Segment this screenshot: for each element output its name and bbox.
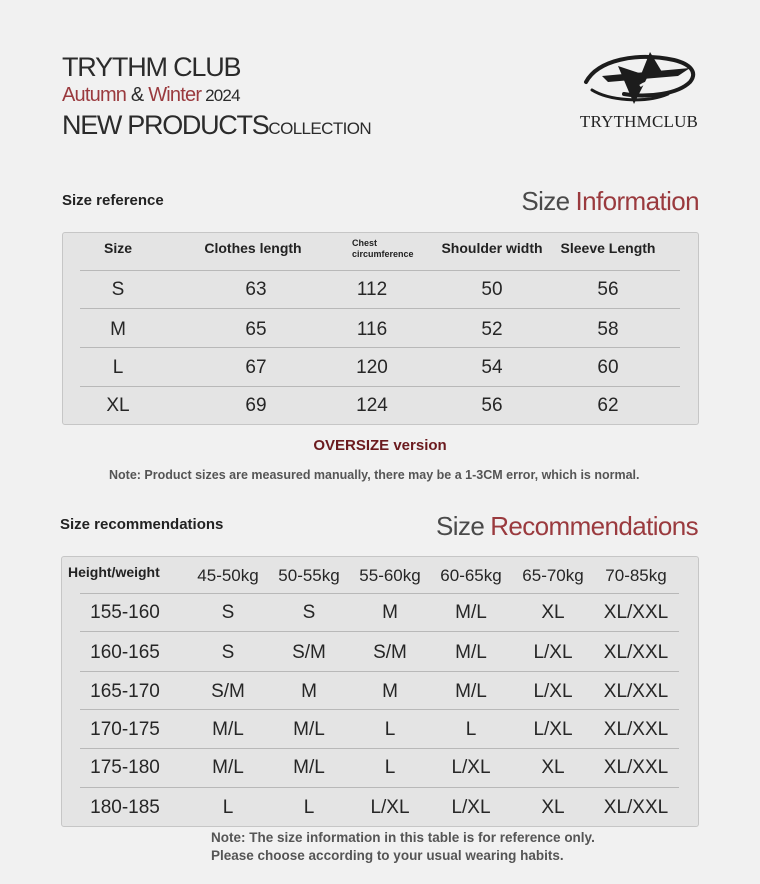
season-autumn: Autumn — [62, 84, 127, 106]
rec-size-cell: L/XL — [533, 719, 573, 740]
height-cell: 160-165 — [90, 642, 160, 663]
rec-size-cell: S — [221, 642, 235, 663]
season-line — [62, 82, 371, 109]
size-reference-label: Size reference — [62, 192, 164, 209]
rec-size-cell: L — [384, 719, 396, 740]
heading-information-word: Information — [575, 186, 699, 216]
logo-wordmark: TRYTHMCLUB — [579, 112, 699, 131]
value-cell: 54 — [481, 357, 503, 378]
season-winter: Winter — [148, 84, 202, 106]
weight-header: 55-60kg — [359, 566, 421, 585]
measurement-note: Note: Product sizes are measured manually, there may be a 1-3CM error, which is normal. — [109, 468, 640, 482]
value-cell: 60 — [597, 357, 619, 378]
collection-big: NEW PRODUCTS — [62, 110, 269, 140]
heading-recommendations-word: Recommendations — [490, 511, 698, 541]
value-cell: 58 — [597, 319, 619, 340]
rec-size-cell: L/XL — [533, 642, 573, 663]
rec-size-cell: M/L — [455, 602, 487, 623]
rec-size-cell: XL/XXL — [603, 757, 669, 778]
value-cell: 124 — [356, 395, 388, 416]
size-cell: L — [112, 357, 124, 378]
value-cell: 112 — [356, 279, 388, 300]
row-divider — [80, 593, 679, 594]
weight-header: 50-55kg — [278, 566, 340, 585]
rec-size-cell: L — [222, 797, 234, 818]
size-cell: S — [111, 279, 125, 300]
rec-size-cell: L — [303, 797, 315, 818]
season-amp: & — [126, 84, 149, 106]
row-divider — [80, 787, 679, 788]
rec-size-cell: XL/XXL — [603, 642, 669, 663]
rec-size-cell: M — [301, 681, 317, 702]
recommendation-note — [211, 829, 595, 865]
height-cell: 170-175 — [90, 719, 160, 740]
rec-size-cell: M — [382, 602, 398, 623]
rec-size-cell: XL — [541, 602, 565, 623]
heading-size-word: Size — [436, 511, 485, 541]
col-header-clothes-length: Clothes length — [204, 240, 302, 256]
rec-size-cell: S/M — [292, 642, 326, 663]
col-header-chest — [352, 238, 414, 260]
height-cell: 175-180 — [90, 757, 160, 778]
weight-header: 45-50kg — [197, 566, 259, 585]
size-info-table — [62, 232, 699, 425]
oversize-version-label: OVERSIZE version — [313, 437, 447, 454]
brand-header — [62, 52, 371, 146]
row-divider — [80, 631, 679, 632]
weight-header: 60-65kg — [440, 566, 502, 585]
heading-size-word: Size — [521, 186, 570, 216]
rec-size-cell: XL — [541, 797, 565, 818]
value-cell: 56 — [481, 395, 503, 416]
rec-size-cell: L/XL — [370, 797, 410, 818]
chest-header-line1: Chest — [352, 238, 378, 248]
value-cell: 69 — [245, 395, 267, 416]
brand-title: TRYTHM CLUB — [62, 52, 241, 82]
rec-size-cell: S — [221, 602, 235, 623]
collection-line — [62, 109, 371, 146]
rec-size-cell: L/XL — [533, 681, 573, 702]
brand-emblem-icon — [578, 46, 702, 110]
col-header-sleeve-length: Sleeve Length — [560, 240, 656, 256]
rec-size-cell: M/L — [212, 719, 244, 740]
rec-size-cell: L/XL — [451, 757, 491, 778]
rec-size-cell: M/L — [455, 681, 487, 702]
rec-size-cell: M — [382, 681, 398, 702]
weight-header: 65-70kg — [522, 566, 584, 585]
row-divider — [80, 748, 679, 749]
height-weight-header: Height/weight — [68, 564, 160, 580]
rec-size-cell: S/M — [373, 642, 407, 663]
row-divider — [80, 308, 680, 309]
value-cell: 65 — [245, 319, 267, 340]
size-recommendations-label: Size recommendations — [60, 516, 224, 533]
season-year: 2024 — [201, 86, 240, 105]
row-divider — [80, 386, 680, 387]
rec-size-cell: M/L — [293, 719, 325, 740]
value-cell: 63 — [245, 279, 267, 300]
rec-size-cell: S/M — [211, 681, 245, 702]
rec-size-cell: M/L — [293, 757, 325, 778]
height-cell: 155-160 — [90, 602, 160, 623]
rec-size-cell: L — [465, 719, 477, 740]
row-divider — [80, 709, 679, 710]
row-divider — [80, 671, 679, 672]
chest-header-line2: circumference — [352, 249, 414, 259]
size-cell: XL — [106, 395, 130, 416]
rec-size-cell: XL/XXL — [603, 797, 669, 818]
row-divider — [80, 270, 680, 271]
rec-size-cell: XL — [541, 757, 565, 778]
rec-size-cell: XL/XXL — [603, 719, 669, 740]
size-rec-table — [61, 556, 699, 827]
recommendation-note-line1: Note: The size information in this table is for reference only. — [211, 830, 595, 845]
recommendation-note-line2: Please choose according to your usual wearing habits. — [211, 848, 564, 863]
value-cell: 67 — [245, 357, 267, 378]
height-cell: 165-170 — [90, 681, 160, 702]
collection-small: COLLECTION — [268, 119, 372, 138]
value-cell: 120 — [356, 357, 388, 378]
rec-size-cell: M/L — [455, 642, 487, 663]
rec-size-cell: XL/XXL — [603, 681, 669, 702]
value-cell: 52 — [481, 319, 503, 340]
rec-size-cell: L/XL — [451, 797, 491, 818]
value-cell: 116 — [356, 319, 388, 340]
rec-size-cell: XL/XXL — [603, 602, 669, 623]
brand-logo — [572, 46, 706, 138]
size-information-heading — [521, 186, 699, 217]
value-cell: 50 — [481, 279, 503, 300]
size-cell: M — [110, 319, 126, 340]
height-cell: 180-185 — [90, 797, 160, 818]
rec-size-cell: M/L — [212, 757, 244, 778]
rec-size-cell: S — [302, 602, 316, 623]
value-cell: 62 — [597, 395, 619, 416]
col-header-shoulder-width: Shoulder width — [441, 240, 543, 256]
col-header-size: Size — [103, 240, 133, 256]
size-recommendations-heading — [436, 511, 698, 542]
rec-size-cell: L — [384, 757, 396, 778]
row-divider — [80, 347, 680, 348]
weight-header: 70-85kg — [605, 566, 667, 585]
value-cell: 56 — [597, 279, 619, 300]
